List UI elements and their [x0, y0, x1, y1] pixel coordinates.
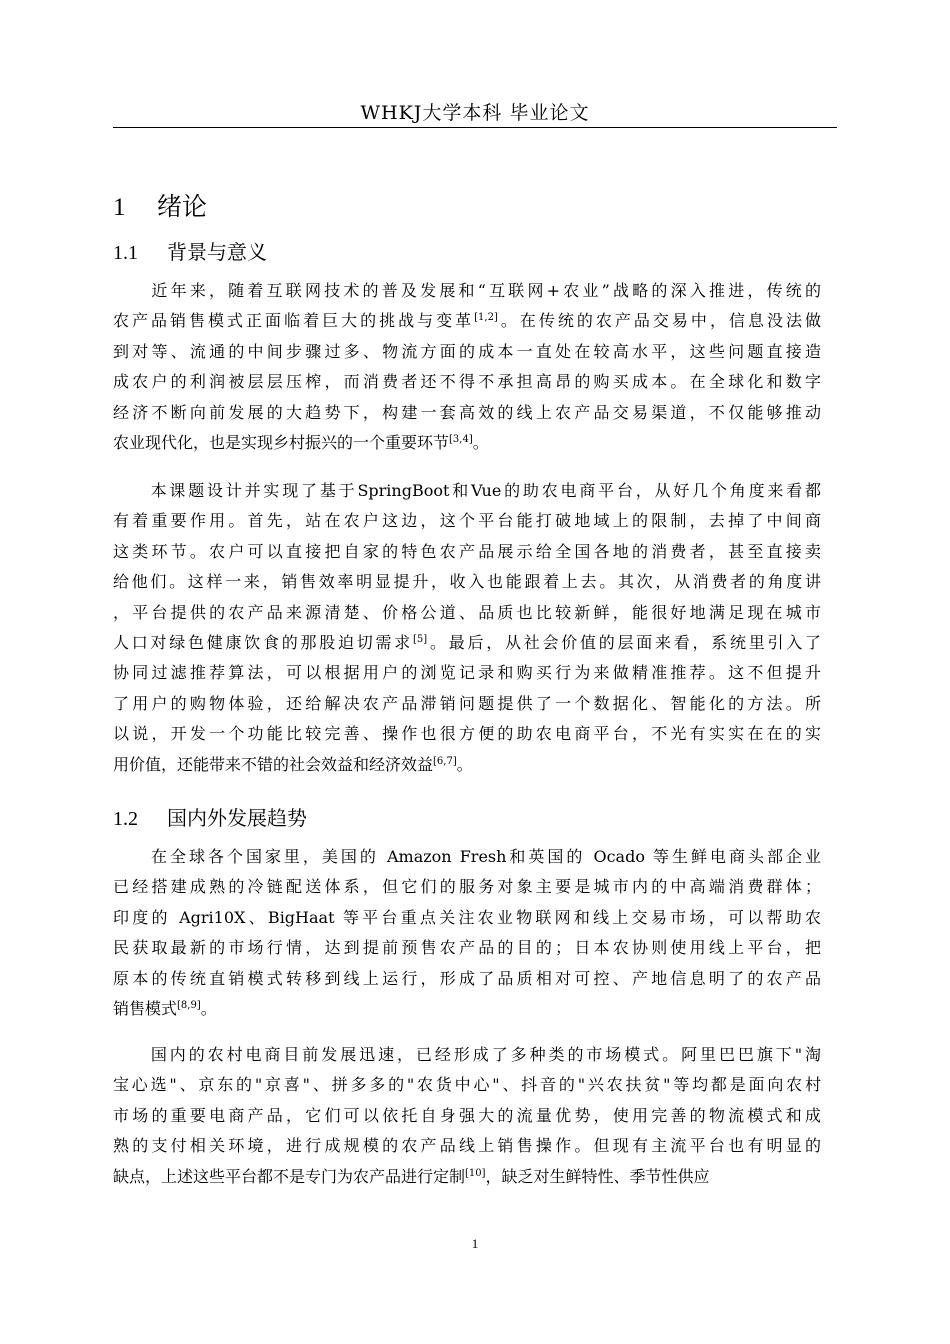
- citation-superscript: [6,7]: [433, 755, 457, 767]
- text-line: [113, 933, 821, 963]
- citation-superscript: [8,9]: [177, 999, 201, 1011]
- line-text: 农业现代化，也是实现乡村振兴的一个重要环节: [113, 432, 450, 452]
- line-text: 印度的 Agri10X、BigHaat 等平台重点关注农业物联网和线上交易市场，可以帮助农: [113, 907, 821, 927]
- line-text: 农产品销售模式正面临着巨大的挑战与变革: [113, 311, 475, 331]
- line-text-after: 。: [472, 432, 489, 452]
- text-line: [113, 750, 821, 780]
- paragraph: [113, 276, 821, 458]
- text-line: [113, 398, 821, 428]
- line-text: 有着重要作用。首先，站在农户这边，这个平台能打破地域上的限制，去掉了中间商: [113, 511, 821, 531]
- line-text: 用价值，还能带来不错的社会效益和经济效益: [113, 754, 434, 774]
- text-line: [113, 689, 821, 719]
- section-heading: [113, 802, 307, 831]
- text-line: [113, 1162, 821, 1192]
- text-line: [113, 598, 821, 628]
- line-text: 协同过滤推荐算法，可以根据用户的浏览记录和购买行为来做精准推荐。这不但提升: [113, 663, 821, 683]
- line-text: 经济不断向前发展的大趋势下，构建一套高效的线上农产品交易渠道，不仅能够推动: [113, 402, 821, 422]
- line-text: 本课题设计并实现了基于SpringBoot和Vue的助农电商平台，从好几个角度来看都: [113, 481, 821, 500]
- line-text: 国内的农村电商目前发展迅速，已经形成了多种类的市场模式。阿里巴巴旗下"淘: [113, 1045, 821, 1064]
- line-text: 成农户的利润被层层压榨，而消费者还不得不承担高昂的购买成本。在全球化和数字: [113, 372, 821, 392]
- line-text: 这类环节。农户可以直接把自家的特色农产品展示给全国各地的消费者，甚至直接卖: [113, 541, 821, 561]
- paragraph: [113, 476, 821, 780]
- line-text: 人口对绿色健康饮食的那股迫切需求: [113, 632, 414, 652]
- line-text: 销售模式: [113, 998, 178, 1018]
- section-heading: [113, 236, 267, 265]
- running-header: WHKJ大学本科 毕业论文: [360, 102, 590, 124]
- citation-superscript: [5]: [413, 633, 428, 645]
- line-text-after: 。最后，从社会价值的层面来看，系统里引入了: [427, 632, 821, 652]
- line-text-after: ，缺乏对生鲜特性、季节性供应: [485, 1166, 710, 1186]
- text-line: [113, 842, 821, 872]
- chapter-heading: [113, 187, 207, 223]
- line-text: 给他们。这样一来，销售效率明显提升，收入也能跟着上去。其次，从消费者的角度讲: [113, 572, 821, 592]
- text-line: [113, 903, 821, 933]
- line-text: 在全球各个国家里，美国的 Amazon Fresh和英国的 Ocado 等生鲜电商头部企业: [113, 847, 821, 866]
- text-line: [113, 1070, 821, 1100]
- text-line: [113, 428, 821, 458]
- line-text: 熟的支付相关环境，进行成规模的农产品线上销售操作。但现有主流平台也有明显的: [113, 1136, 821, 1156]
- line-text: 近年来，随着互联网技术的普及发展和“互联网+农业”战略的深入推进，传统的: [113, 281, 821, 300]
- text-line: [113, 367, 821, 397]
- line-text: 缺点，上述这些平台都不是专门为农产品进行定制: [113, 1166, 466, 1186]
- line-text: 宝心选"、京东的"京喜"、拼多多的"农货中心"、抖音的"兴农扶贫"等均都是面向农村: [113, 1075, 821, 1095]
- text-line: [113, 337, 821, 367]
- line-text-after: 。在传统的农产品交易中，信息没法做: [497, 311, 821, 331]
- text-line: [113, 476, 821, 506]
- text-line: [113, 628, 821, 658]
- text-line: [113, 872, 821, 902]
- text-line: [113, 306, 821, 336]
- section-title: 国内外发展趋势: [167, 806, 307, 830]
- text-line: [113, 1101, 821, 1131]
- line-text: 到对等、流通的中间步骤过多、物流方面的成本一直处在较高水平，这些问题直接造: [113, 341, 821, 361]
- paragraph: [113, 842, 821, 1024]
- line-text: 已经搭建成熟的冷链配送体系，但它们的服务对象主要是城市内的中高端消费群体；: [113, 877, 821, 897]
- text-line: [113, 1131, 821, 1161]
- text-line: [113, 994, 821, 1024]
- page-number: 1: [471, 1236, 479, 1251]
- text-line: [113, 1040, 821, 1070]
- text-line: [113, 506, 821, 536]
- text-line: [113, 658, 821, 688]
- citation-superscript: [3,4]: [449, 433, 473, 445]
- line-text-after: 。: [456, 754, 473, 774]
- section-number: 1.2: [113, 808, 138, 830]
- text-line: [113, 964, 821, 994]
- citation-superscript: [10]: [465, 1167, 486, 1179]
- line-text-after: 。: [200, 998, 217, 1018]
- line-text: 市场的重要电商产品，它们可以依托自身强大的流量优势，使用完善的物流模式和成: [113, 1105, 821, 1125]
- text-line: [113, 537, 821, 567]
- section-title: 背景与意义: [167, 240, 267, 264]
- section-number: 1.1: [113, 242, 138, 264]
- line-text: 民获取最新的市场行情，达到提前预售农产品的目的；日本农协则使用线上平台，把: [113, 938, 821, 958]
- line-text: 了用户的购物体验，还给解决农产品滞销问题提供了一个数据化、智能化的方法。所: [113, 693, 821, 713]
- line-text: ，平台提供的农产品来源清楚、价格公道、品质也比较新鲜，能很好地满足现在城市: [113, 602, 821, 622]
- text-line: [113, 276, 821, 306]
- text-line: [113, 567, 821, 597]
- text-line: [113, 719, 821, 749]
- paragraph: [113, 1040, 821, 1192]
- line-text: 以说，开发一个功能比较完善、操作也很方便的助农电商平台，不光有实实在在的实: [113, 724, 821, 744]
- line-text: 原本的传统直销模式转移到线上运行，形成了品质相对可控、产地信息明了的农产品: [113, 968, 821, 988]
- citation-superscript: [1,2]: [474, 312, 498, 324]
- header-rule: [113, 127, 837, 128]
- chapter-number: 1: [113, 194, 126, 221]
- chapter-title: 绪论: [157, 192, 208, 221]
